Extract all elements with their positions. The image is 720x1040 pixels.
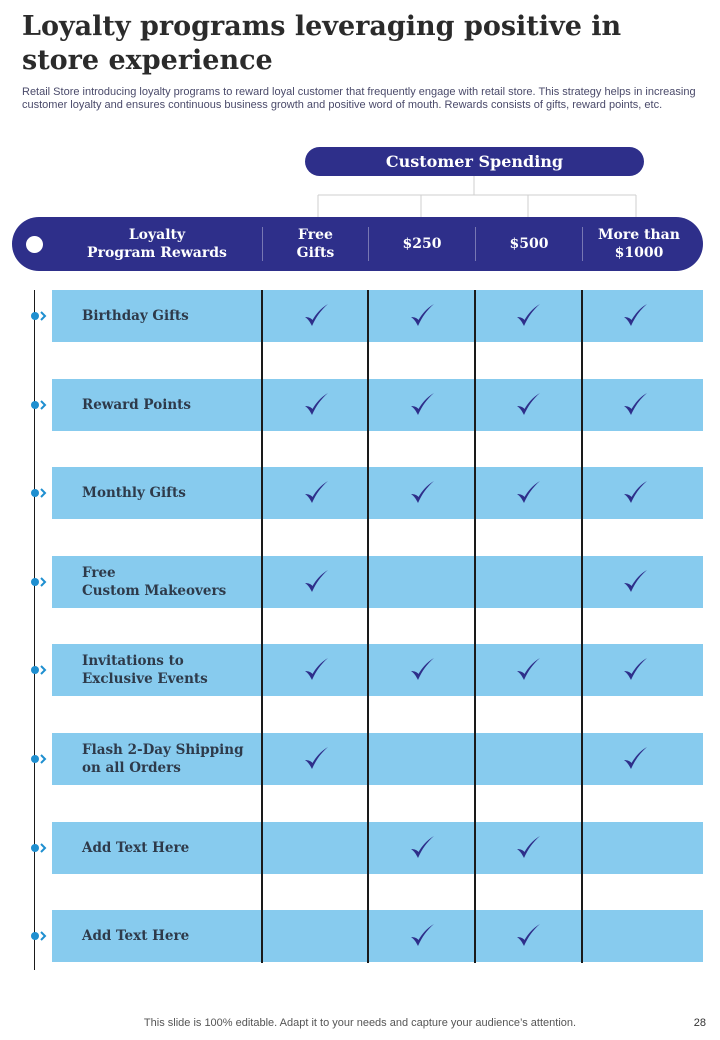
- page-title: Loyalty programs leveraging positive in store experience: [22, 11, 622, 76]
- double-chevron-bullet-icon: [29, 399, 51, 411]
- checkmark-icon: [512, 300, 544, 332]
- double-chevron-bullet-icon: [29, 930, 51, 942]
- row-label: Birthday Gifts: [82, 308, 189, 324]
- checkmark-icon: [512, 920, 544, 952]
- double-chevron-bullet-icon: [29, 753, 51, 765]
- checkmark-icon: [300, 477, 332, 509]
- checkmark-icon: [300, 654, 332, 686]
- header-dot-icon: [26, 236, 43, 253]
- checkmark-icon: [406, 300, 438, 332]
- column-divider: [261, 290, 263, 963]
- checkmark-icon: [619, 566, 651, 598]
- row-label: Add Text Here: [82, 840, 190, 856]
- table-row: [52, 467, 703, 519]
- row-label: Invitations to Exclusive Events: [82, 653, 208, 687]
- checkmark-icon: [512, 832, 544, 864]
- header-col-250: $250: [402, 236, 442, 252]
- column-divider: [581, 290, 583, 963]
- customer-spending-header: Customer Spending: [305, 147, 644, 176]
- checkmark-icon: [406, 832, 438, 864]
- column-divider: [474, 290, 476, 963]
- header-row-label: Loyalty Program Rewards: [87, 227, 227, 261]
- row-label: Add Text Here: [82, 928, 190, 944]
- double-chevron-bullet-icon: [29, 487, 51, 499]
- table-row: [52, 910, 703, 962]
- table-row: [52, 733, 703, 785]
- table-row: [52, 290, 703, 342]
- header-col-500: $500: [509, 236, 549, 252]
- page-number: 28: [693, 1017, 706, 1029]
- table-row: [52, 644, 703, 696]
- table-row: [52, 556, 703, 608]
- row-label: Free Custom Makeovers: [82, 565, 227, 599]
- checkmark-icon: [512, 654, 544, 686]
- footer-note: This slide is 100% editable. Adapt it to your needs and capture your audience’s attention.: [143, 1017, 577, 1029]
- header-col-1000: More than $1000: [598, 227, 680, 261]
- row-label: Monthly Gifts: [82, 485, 186, 501]
- double-chevron-bullet-icon: [29, 842, 51, 854]
- column-divider: [367, 290, 369, 963]
- checkmark-icon: [619, 477, 651, 509]
- row-label: Flash 2-Day Shipping on all Orders: [82, 742, 244, 776]
- checkmark-icon: [406, 389, 438, 421]
- table-row: [52, 379, 703, 431]
- checkmark-icon: [512, 389, 544, 421]
- double-chevron-bullet-icon: [29, 310, 51, 322]
- double-chevron-bullet-icon: [29, 576, 51, 588]
- checkmark-icon: [406, 920, 438, 952]
- double-chevron-bullet-icon: [29, 664, 51, 676]
- checkmark-icon: [300, 743, 332, 775]
- checkmark-icon: [619, 300, 651, 332]
- checkmark-icon: [406, 477, 438, 509]
- checkmark-icon: [406, 654, 438, 686]
- table-row: [52, 822, 703, 874]
- timeline-line: [34, 290, 35, 970]
- checkmark-icon: [512, 477, 544, 509]
- spending-bracket-connector: [0, 0, 720, 230]
- header-col-free-gifts: Free Gifts: [296, 227, 335, 261]
- checkmark-icon: [300, 566, 332, 598]
- page-subtitle: Retail Store introducing loyalty programs to reward loyal customer that frequently engage with retail store. This strategy helps in increasing customer loyalty and ensures continuous business growth and positive word of mouth. Rewards consists of gifts, reward points, etc.: [22, 86, 696, 111]
- checkmark-icon: [300, 300, 332, 332]
- checkmark-icon: [619, 743, 651, 775]
- table-header-bar: [12, 217, 703, 271]
- checkmark-icon: [300, 389, 332, 421]
- checkmark-icon: [619, 389, 651, 421]
- checkmark-icon: [619, 654, 651, 686]
- row-label: Reward Points: [82, 397, 192, 413]
